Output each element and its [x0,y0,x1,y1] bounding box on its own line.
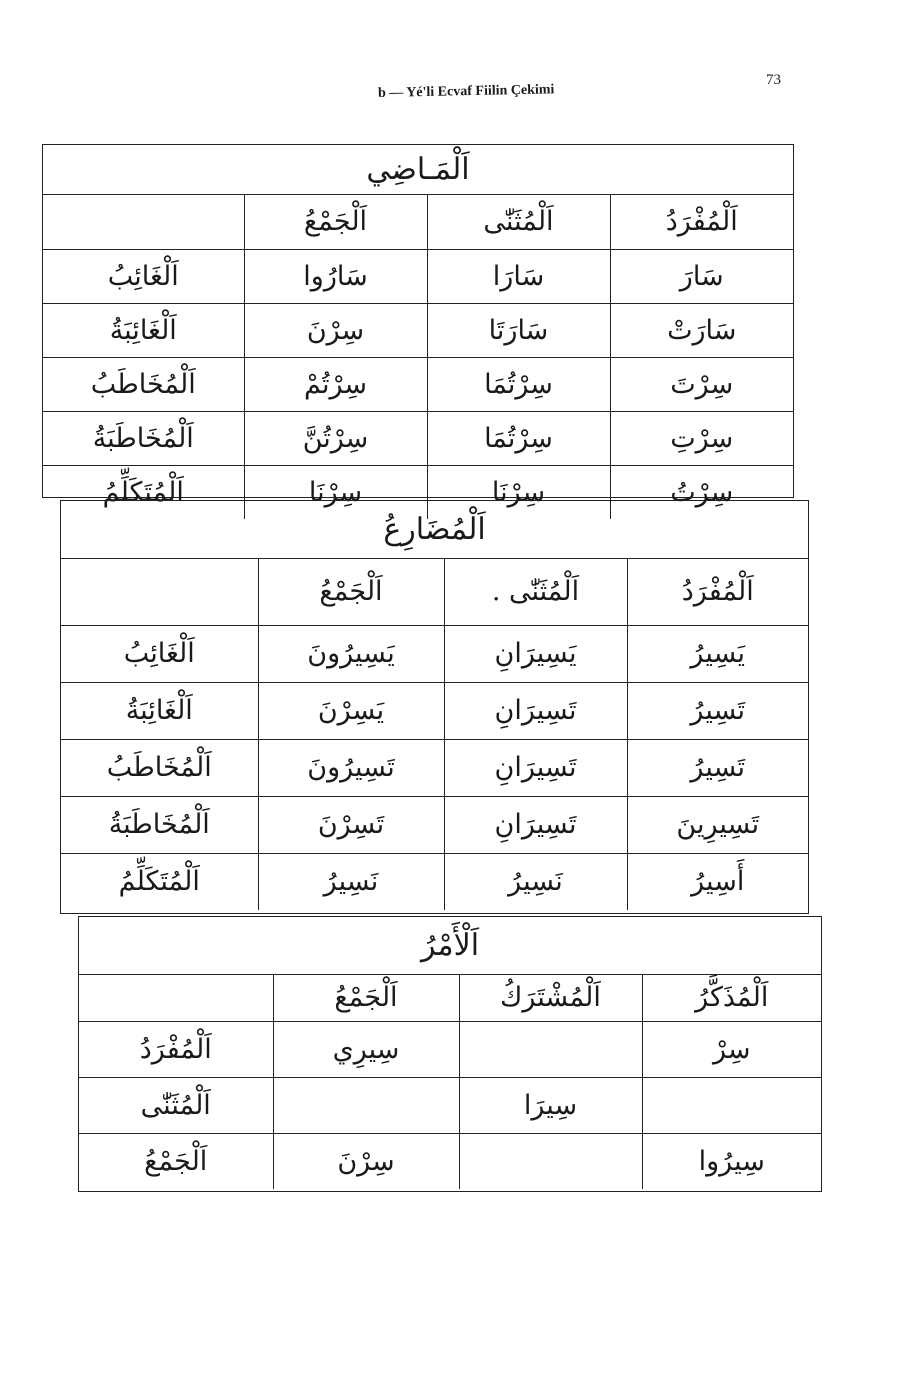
madi-section [42,144,794,508]
header-cell: اَلْمُذَكَّرُ [642,975,821,1021]
header-cell-empty [61,559,258,625]
table-row [61,853,808,910]
page-number: 73 [766,72,781,88]
conjugation-cell: تَسِيرَانِ [444,739,627,796]
conjugation-cell: سَارَ [610,249,793,303]
conjugation-cell: سِرْتَ [610,357,793,411]
header-cell: اَلْمُفْرَدُ [627,559,808,625]
mudari-section [60,500,809,914]
conjugation-cell: يَسِرْنَ [258,682,444,739]
conjugation-cell: سِرْنَا [244,465,427,519]
conjugation-cell [459,1133,642,1189]
conjugation-cell: سِرْنَ [273,1133,459,1189]
person-label: اَلْمُخَاطَبُ [61,739,258,796]
conjugation-cell: سِرْتُمْ [244,357,427,411]
conjugation-cell: سَارُوا [244,249,427,303]
person-label: اَلْغَائِبُ [61,625,258,682]
madi-table [43,195,793,519]
person-label: اَلْمُخَاطَبُ [43,357,244,411]
header-cell: اَلْمُثَنّٰى [427,195,610,249]
person-label: اَلْمُتَكَلِّمُ [61,853,258,910]
conjugation-cell: سَارَتْ [610,303,793,357]
person-label: اَلْمُثَنّٰى [79,1077,273,1133]
person-label: اَلْمُتَكَلِّمُ [43,465,244,519]
conjugation-cell: سِيرَا [459,1077,642,1133]
header-cell: اَلْمُثَنّٰى . [444,559,627,625]
section-title: اَلْأَمْرُ [79,917,821,975]
conjugation-cell: نَسِيرُ [444,853,627,910]
person-label: اَلْمُخَاطَبَةُ [43,411,244,465]
conjugation-cell: سِرْ [642,1021,821,1077]
conjugation-cell [642,1077,821,1133]
person-label: اَلْغَائِبَةُ [43,303,244,357]
conjugation-cell: سِرْنَ [244,303,427,357]
table-row [43,303,793,357]
conjugation-cell: تَسِيرُونَ [258,739,444,796]
conjugation-cell: أَسِيرُ [627,853,808,910]
table-row [79,1021,821,1077]
person-label: اَلْمُخَاطَبَةُ [61,796,258,853]
table-row [61,625,808,682]
mudari-table [61,559,808,910]
conjugation-cell: سِرْتُمَا [427,357,610,411]
running-head: b — Yé'li Ecvaf Fiilin Çekimi [377,82,555,101]
conjugation-cell: سِيرِي [273,1021,459,1077]
header-cell: اَلْمُشْتَرَكُ [459,975,642,1021]
conjugation-cell: تَسِيرَانِ [444,682,627,739]
conjugation-cell: نَسِيرُ [258,853,444,910]
conjugation-cell: يَسِيرُونَ [258,625,444,682]
table-row [61,682,808,739]
conjugation-cell: تَسِيرَانِ [444,796,627,853]
header-cell: اَلْجَمْعُ [258,559,444,625]
amr-section [78,916,822,1192]
table-row [61,739,808,796]
conjugation-cell [273,1077,459,1133]
header-row [79,975,821,1021]
person-label: اَلْغَائِبُ [43,249,244,303]
header-cell: اَلْمُفْرَدُ [610,195,793,249]
conjugation-cell: سِرْتُمَا [427,411,610,465]
header-cell-empty [79,975,273,1021]
conjugation-cell: تَسِيرُ [627,739,808,796]
conjugation-cell: سِرْتُنَّ [244,411,427,465]
header-cell: اَلْجَمْعُ [273,975,459,1021]
header-row [61,559,808,625]
section-title: اَلْمُضَارِعُ [61,501,808,559]
table-row [43,357,793,411]
table-row [79,1133,821,1189]
table-row [79,1077,821,1133]
conjugation-cell: سِرْتُ [610,465,793,519]
conjugation-cell: يَسِيرُ [627,625,808,682]
conjugation-cell [459,1021,642,1077]
conjugation-cell: يَسِيرَانِ [444,625,627,682]
person-label: اَلْغَائِبَةُ [61,682,258,739]
header-row [43,195,793,249]
conjugation-cell: تَسِرْنَ [258,796,444,853]
table-row [43,249,793,303]
conjugation-cell: تَسِيرُ [627,682,808,739]
conjugation-cell: سِرْنَا [427,465,610,519]
amr-table [79,975,821,1189]
conjugation-cell: سَارَا [427,249,610,303]
conjugation-cell: تَسِيرِينَ [627,796,808,853]
conjugation-cell: سَارَتَا [427,303,610,357]
header-cell: اَلْجَمْعُ [244,195,427,249]
section-title: اَلْمَـاضِي [43,145,793,195]
conjugation-cell: سِيرُوا [642,1133,821,1189]
conjugation-cell: سِرْتِ [610,411,793,465]
table-row [43,411,793,465]
person-label: اَلْمُفْرَدُ [79,1021,273,1077]
header-cell-empty [43,195,244,249]
table-row [61,796,808,853]
person-label: اَلْجَمْعُ [79,1133,273,1189]
